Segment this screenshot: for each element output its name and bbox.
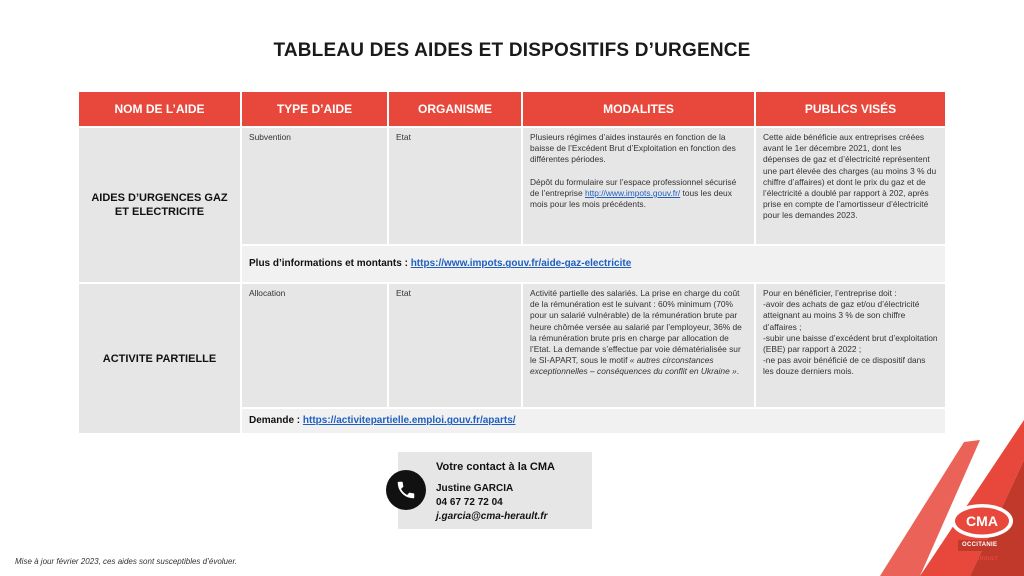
modalites-text: Activité partielle des salariés. La prise en charge du coût de la rémunération est le suivant : 60% minimum (70% pour un salarié vulnérable) de la rémunération brute par heure chômée versée au salarié par l’employeur, 36% de la rémunération brute pris en charge par allocation de l’Etat. La demande s’effectue par voie dématérialisée sur le SI-APART, sous le motif: [530, 288, 742, 366]
logo-department: HÉRAULT: [972, 556, 998, 562]
aides-table: [77, 90, 947, 435]
contact-title: Votre contact à la CMA: [436, 461, 555, 473]
contact-name: Justine GARCIA: [436, 483, 514, 494]
header-modalites: MODALITES: [523, 92, 754, 126]
aide-organisme: Etat: [389, 284, 521, 407]
demande-link[interactable]: https://activitepartielle.emploi.gouv.fr/aparts/: [302, 415, 516, 427]
header-nom: NOM DE L’AIDE: [79, 92, 240, 126]
aide-type: Subvention: [242, 128, 387, 244]
page-title: TABLEAU DES AIDES ET DISPOSITIFS D’URGENCE: [273, 40, 751, 61]
aide-type: Allocation: [242, 284, 387, 407]
aide-name: ACTIVITE PARTIELLE: [79, 284, 240, 433]
demande-label: Demande :: [249, 415, 303, 427]
publics-line: -ne pas avoir bénéficié de ce dispositif dans les douze derniers mois.: [763, 355, 926, 377]
aide-publics: Cette aide bénéficie aux entreprises créées avant le 1er décembre 2021, dont les dépenses de gaz et d’électricité représentent une part élevée des charges (au moins 3 % du chiffre d’affaires) et dont le prix du gaz et de l’électricité a doublé par rapport à 202, après prise en compte de l’amortisseur d’électricité pour les demandes 2023.: [756, 128, 945, 244]
modalites-italic: « autres circonstances exceptionnelles – conséquences du conflit en Ukraine »: [530, 355, 737, 377]
contact-phone[interactable]: 04 67 72 72 04: [436, 497, 503, 508]
phone-icon: [386, 470, 426, 510]
modalites-text: Dépôt du formulaire sur l’espace professionnel sécurisé de l’entreprise: [530, 176, 737, 198]
cma-logo-icon: [880, 420, 1024, 576]
aide-publics: [756, 284, 945, 407]
footnote: Mise à jour février 2023, ces aides sont susceptibles d’évoluer.: [15, 557, 238, 566]
publics-line: -avoir des achats de gaz et/ou d’électricité atteignant au moins 3 % de son chiffre d’affaires ;: [763, 299, 920, 332]
demande-info: [242, 409, 945, 433]
modalites-para-1: Plusieurs régimes d’aides instaurés en fonction de la baisse de l’Excédent Brut d’Exploitation en fonction des différentes périodes.: [530, 132, 736, 165]
more-info-label: Plus d’informations et montants :: [249, 258, 411, 270]
aide-name: AIDES D’URGENCES GAZ ET ELECTRICITE: [79, 128, 240, 282]
table-header-row: [79, 92, 945, 126]
modalites-para-2: [530, 177, 747, 211]
impots-link[interactable]: http://www.impots.gouv.fr/: [584, 187, 681, 198]
aide-modalites: [523, 284, 754, 407]
logo-mark: CMA: [966, 513, 998, 529]
aide-organisme: Etat: [389, 128, 521, 244]
table-row: [79, 128, 945, 244]
modalites-text: .: [736, 366, 740, 377]
contact-email[interactable]: j.garcia@cma-herault.fr: [436, 511, 548, 522]
header-organisme: ORGANISME: [389, 92, 521, 126]
aide-modalites: [523, 128, 754, 244]
more-info-link[interactable]: https://www.impots.gouv.fr/aide-gaz-electricite: [410, 258, 632, 270]
logo-region: OCCITANIE: [962, 542, 998, 548]
publics-line: Pour en bénéficier, l’entreprise doit :: [763, 288, 897, 298]
publics-line: -subir une baisse d’excédent brut d’exploitation (EBE) par rapport à 2022 ;: [763, 332, 938, 355]
header-type: TYPE D’AIDE: [242, 92, 387, 126]
header-publics: PUBLICS VISÉS: [756, 92, 945, 126]
table-row: [79, 284, 945, 407]
modalites-text: tous les deux mois pour les mois précédents.: [530, 187, 732, 210]
more-info: [242, 246, 945, 282]
